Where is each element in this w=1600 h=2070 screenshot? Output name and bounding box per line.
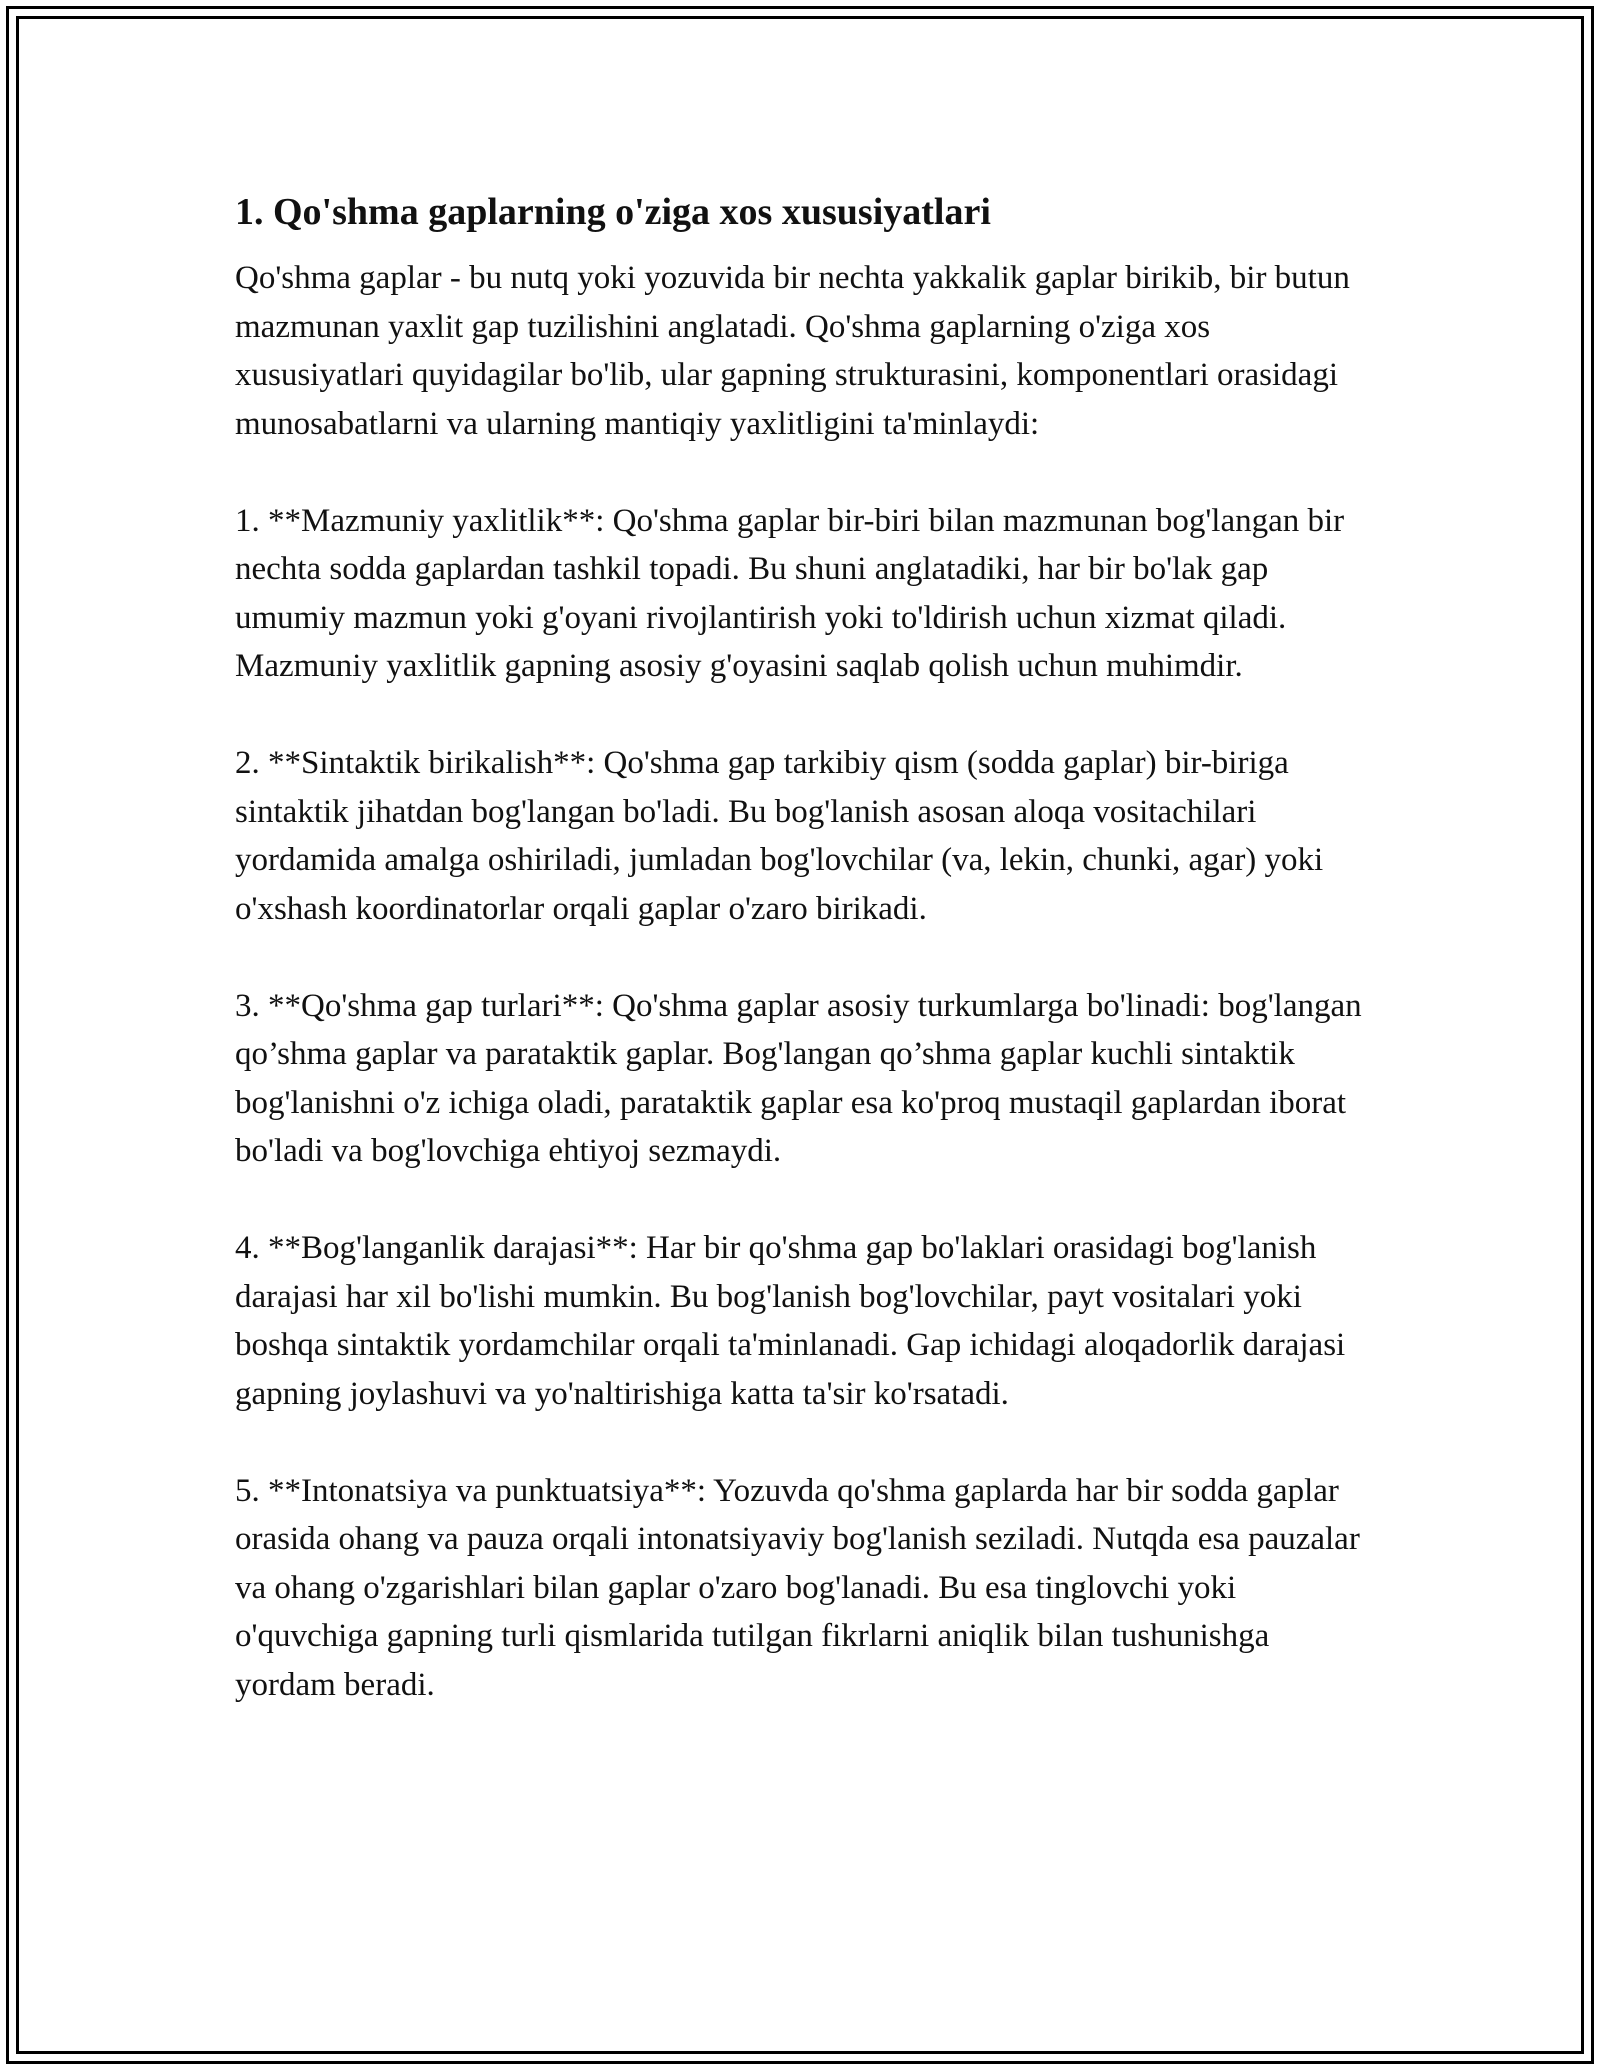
list-item-semantic-unity: 1. **Mazmuniy yaxlitlik**: Qo'shma gaplar bir-biri bilan mazmunan bog'langan bir nechta sodda gaplardan tashkil topadi. Bu shuni anglatadiki, har bir bo'lak gap umumiy mazmun yoki g'oyani rivojlantirish yoki to'ldirish uchun xizmat qiladi. Mazmuniy yaxlitlik gapning asosiy g'oyasini saqlab qolish uchun muhimdir. <box>235 502 1345 684</box>
list-item-connectedness-degree: 4. **Bog'langanlik darajasi**: Har bir qo'shma gap bo'laklari orasidagi bog'lanish darajasi har xil bo'lishi mumkin. Bu bog'lanish bog'lovchilar, payt vositalari yoki boshqa sintaktik yordamchilar orqali ta'minlanadi. Gap ichidagi aloqadorlik darajasi gapning joylashuvi va yo'naltirishiga katta ta'sir ko'rsatadi. <box>235 1230 1346 1412</box>
document-title: 1. Qo'shma gaplarning o'ziga xos xususiyatlari <box>235 191 991 233</box>
list-item-syntactic-linking: 2. **Sintaktik birikalish**: Qo'shma gap tarkibiy qism (sodda gaplar) bir-biriga sintaktik jihatdan bog'langan bo'ladi. Bu bog'lanish asosan aloqa vositachilari yordamida amalga oshiriladi, jumladan bog'lovchilar (va, lekin, chunki, agar) yoki o'xshash koordinatorlar orqali gaplar o'zaro birikadi. <box>235 745 1324 927</box>
list-item-compound-sentence-types: 3. **Qo'shma gap turlari**: Qo'shma gaplar asosiy turkumlarga bo'linadi: bog'langan qo’shma gaplar va parataktik gaplar. Bog'langan qo’shma gaplar kuchli sintaktik bog'lanishni o'z ichiga oladi, parataktik gaplar esa ko'proq mustaqil gaplardan iborat bo'ladi va bog'lovchiga ehtiyoj sezmaydi. <box>235 987 1362 1169</box>
document-body <box>235 188 1375 1758</box>
intro-paragraph: Qo'shma gaplar - bu nutq yoki yozuvida bir nechta yakkalik gaplar birikib, bir butun mazmunan yaxlit gap tuzilishini anglatadi. Qo'shma gaplarning o'ziga xos xususiyatlari quyidagilar bo'lib, ular gapning strukturasini, komponentlari orasidagi munosabatlarni va ularning mantiqiy yaxlitligini ta'minlaydi: <box>235 260 1350 442</box>
list-item-intonation-punctuation: 5. **Intonatsiya va punktuatsiya**: Yozuvda qo'shma gaplarda har bir sodda gaplar orasida ohang va pauza orqali intonatsiyaviy bog'lanish seziladi. Nutqda esa pauzalar va ohang o'zgarishlari bilan gaplar o'zaro bog'lanadi. Bu esa tinglovchi yoki o'quvchiga gapning turli qismlarida tutilgan fikrlarni aniqlik bilan tushunishga yordam beradi. <box>235 1472 1360 1703</box>
